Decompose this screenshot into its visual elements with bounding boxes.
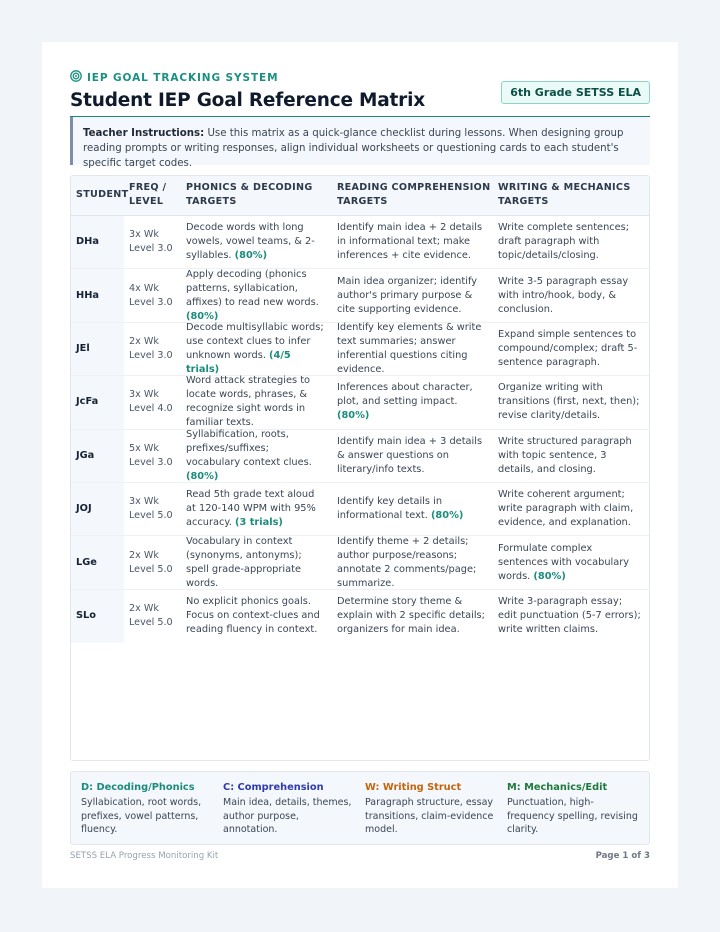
header-student: STUDENT [76, 189, 129, 200]
accuracy-target: (3 trials) [235, 517, 283, 529]
table-row [71, 376, 649, 429]
frequency: 4x Wk [129, 282, 159, 294]
table-row [71, 323, 649, 376]
goal-description: Write 3-paragraph essay; edit punctuation (5-7 errors); write written claims. [498, 596, 641, 636]
goal-description: Vocabulary in context (synonyms, antonyms); spell grade-appropriate words. [186, 535, 302, 589]
footer-kit-name: SETSS ELA Progress Monitoring Kit [70, 851, 219, 861]
table-row [71, 269, 649, 322]
goal-matrix-table [70, 175, 650, 761]
header-phonics: PHONICS & DECODING TARGETS [186, 182, 313, 207]
writing-goal [493, 430, 649, 482]
target-icon [70, 70, 82, 85]
freq-level [124, 216, 181, 268]
teacher-instructions [70, 117, 650, 169]
frequency: 5x Wk [129, 442, 159, 454]
goal-text [186, 488, 326, 530]
legend-item-comprehension [223, 782, 365, 844]
page-title: Student IEP Goal Reference Matrix [70, 90, 425, 111]
goal-text [186, 535, 326, 591]
goal-description: Expand simple sentences to compound/complex; draft 5-sentence paragraph. [498, 328, 638, 368]
frequency: 2x Wk [129, 549, 159, 561]
phonics-goal [181, 323, 332, 375]
legend-title: D: Decoding/Phonics [81, 782, 195, 793]
phonics-goal [181, 483, 332, 535]
accuracy-target: (4/5 trials) [186, 349, 291, 375]
goal-text [498, 542, 643, 584]
frequency: 3x Wk [129, 389, 159, 401]
document-page [42, 42, 678, 888]
legend-item-decoding [81, 782, 223, 844]
goal-description: Identify key elements & write text summaries; answer inferential questions citing evidence. [337, 321, 482, 375]
goal-text [337, 381, 487, 423]
level: Level 3.0 [129, 243, 173, 255]
accuracy-target: (80%) [234, 250, 268, 262]
writing-goal [493, 216, 649, 268]
goal-description: Inferences about character, plot, and setting impact. [337, 382, 473, 408]
accuracy-target: (80%) [186, 310, 219, 322]
goal-text [498, 221, 643, 263]
reading-goal [332, 430, 493, 482]
student-code-text: HHa [76, 289, 100, 301]
level: Level 3.0 [129, 456, 173, 468]
goal-description: Identify main idea + 3 details & answer questions on literary/info texts. [337, 435, 483, 475]
freq-level [124, 590, 181, 643]
student-code-text: JEl [76, 342, 90, 354]
goal-description: Organize writing with transitions (first, next, then); revise clarity/details. [498, 382, 640, 422]
table-body [71, 216, 649, 643]
level: Level 3.0 [129, 296, 173, 308]
table-row [71, 430, 649, 483]
instructions-text: Use this matrix as a quick-glance checklist during lessons. When designing group reading prompts or writing responses, align individual worksheets or questioning cards to each student's specific target codes. [83, 128, 624, 169]
student-code [71, 590, 124, 643]
student-code [71, 536, 124, 588]
goal-description: Identify main idea + 2 details in informational text; make inferences + cite evidence. [337, 222, 483, 262]
reading-goal [332, 269, 493, 321]
freq-level [124, 323, 181, 375]
goal-text [337, 595, 487, 637]
writing-goal [493, 323, 649, 375]
goal-description: Formulate complex sentences with vocabulary words. [498, 542, 630, 582]
phonics-goal [181, 536, 332, 588]
phonics-goal [181, 430, 332, 482]
goal-description: Apply decoding (phonics patterns, syllabication, affixes) to read new words. [186, 268, 319, 308]
phonics-goal [181, 269, 332, 321]
goal-text [337, 275, 487, 317]
goal-description: Decode multisyllabic words; use context clues to infer unknown words. [186, 321, 324, 361]
reading-goal [332, 590, 493, 643]
table-row [71, 590, 649, 643]
legend-desc: Paragraph structure, essay transitions, claim-evidence model. [365, 797, 494, 835]
goal-text [337, 535, 487, 591]
student-code [71, 323, 124, 375]
goal-description: Write 3-5 paragraph essay with intro/hook, body, & conclusion. [498, 275, 629, 315]
freq-level [124, 376, 181, 428]
goal-text [186, 374, 326, 430]
legend-title: M: Mechanics/Edit [507, 782, 608, 793]
header-freq-level: FREQ / LEVEL [129, 182, 167, 207]
frequency: 2x Wk [129, 335, 159, 347]
goal-text [186, 268, 326, 324]
reading-goal [332, 376, 493, 428]
goal-text [186, 595, 326, 637]
reading-goal [332, 323, 493, 375]
goal-description: Identify key details in informational text. [337, 496, 443, 522]
frequency: 3x Wk [129, 496, 159, 508]
goal-text [186, 221, 326, 263]
phonics-goal [181, 376, 332, 428]
freq-level [124, 269, 181, 321]
goal-description: Write complete sentences; draft paragraph with topic/details/closing. [498, 222, 630, 262]
writing-goal [493, 483, 649, 535]
goal-text [337, 321, 487, 377]
goal-description: Word attack strategies to locate words, phrases, & recognize sight words in familiar texts. [186, 375, 311, 429]
reading-goal [332, 536, 493, 588]
writing-goal [493, 590, 649, 643]
writing-goal [493, 536, 649, 588]
level: Level 5.0 [129, 510, 173, 522]
legend-desc: Punctuation, high-frequency spelling, revising clarity. [507, 797, 638, 835]
student-code-text: JcFa [76, 396, 99, 408]
goal-text [337, 221, 487, 263]
level: Level 5.0 [129, 563, 173, 575]
goal-text [337, 495, 487, 523]
student-code [71, 483, 124, 535]
freq-level [124, 483, 181, 535]
legend-title: C: Comprehension [223, 782, 324, 793]
student-code [71, 430, 124, 482]
student-code-text: JGa [76, 449, 95, 461]
header [70, 70, 650, 116]
reading-goal [332, 216, 493, 268]
instructions-lead: Teacher Instructions: [83, 128, 205, 139]
table-row [71, 536, 649, 589]
student-code-text: JOJ [76, 503, 92, 515]
header-writing: WRITING & MECHANICS TARGETS [498, 182, 631, 207]
reading-goal [332, 483, 493, 535]
student-code-text: LGe [76, 556, 97, 568]
legend-item-mechanics [507, 782, 649, 844]
goal-text [498, 595, 643, 637]
goal-description: Decode words with long vowels, vowel teams, & 2-syllables. [186, 222, 315, 262]
goal-description: Identify theme + 2 details; author purpose/reasons; annotate 2 comments/page; summarize. [337, 535, 477, 589]
writing-goal [493, 269, 649, 321]
goal-description: Read 5th grade text aloud at 120-140 WPM with 95% accuracy. [186, 489, 316, 529]
phonics-goal [181, 216, 332, 268]
level: Level 3.0 [129, 349, 173, 361]
page-footer [70, 851, 650, 861]
legend-title: W: Writing Struct [365, 782, 462, 793]
accuracy-target: (80%) [186, 470, 219, 482]
frequency: 3x Wk [129, 229, 159, 241]
student-code-text: DHa [76, 236, 99, 248]
freq-level [124, 536, 181, 588]
goal-description: No explicit phonics goals. Focus on context-clues and reading fluency in context. [186, 596, 320, 636]
goal-description: Syllabification, roots, prefixes/suffixes; vocabulary context clues. [186, 428, 312, 468]
goal-text [498, 381, 643, 423]
goal-text [498, 488, 643, 530]
legend-desc: Main idea, details, themes, author purpose, annotation. [223, 797, 352, 835]
grade-badge: 6th Grade SETSS ELA [501, 81, 650, 104]
goal-text [186, 428, 326, 484]
goal-description: Main idea organizer; identify author's primary purpose & cite supporting evidence. [337, 275, 478, 315]
student-code [71, 376, 124, 428]
accuracy-target: (80%) [430, 510, 464, 522]
goal-description: Write structured paragraph with topic sentence, 3 details, and closing. [498, 435, 632, 475]
goal-text [498, 275, 643, 317]
student-code [71, 269, 124, 321]
freq-level [124, 430, 181, 482]
accuracy-target: (80%) [337, 410, 370, 422]
table-header [71, 176, 649, 216]
page-number: Page 1 of 3 [595, 851, 650, 861]
header-reading: READING COMPREHENSION TARGETS [337, 182, 491, 207]
table-row [71, 216, 649, 269]
kicker-text: IEP GOAL TRACKING SYSTEM [87, 71, 279, 84]
level: Level 5.0 [129, 617, 173, 629]
code-legend [70, 771, 650, 845]
student-code-text: SLo [76, 610, 97, 622]
table-row [71, 483, 649, 536]
goal-text [337, 435, 487, 477]
legend-desc: Syllabication, root words, prefixes, vowel patterns, fluency. [81, 797, 202, 835]
student-code [71, 216, 124, 268]
goal-text [186, 321, 326, 377]
accuracy-target: (80%) [533, 570, 566, 582]
goal-text [498, 435, 643, 477]
legend-item-writing [365, 782, 507, 844]
goal-description: Write coherent argument; write paragraph with claim, evidence, and explanation. [498, 489, 634, 529]
level: Level 4.0 [129, 403, 173, 415]
frequency: 2x Wk [129, 603, 159, 615]
writing-goal [493, 376, 649, 428]
goal-description: Determine story theme & explain with 2 specific details; organizers for main idea. [337, 596, 485, 636]
phonics-goal [181, 590, 332, 643]
goal-text [498, 328, 643, 370]
